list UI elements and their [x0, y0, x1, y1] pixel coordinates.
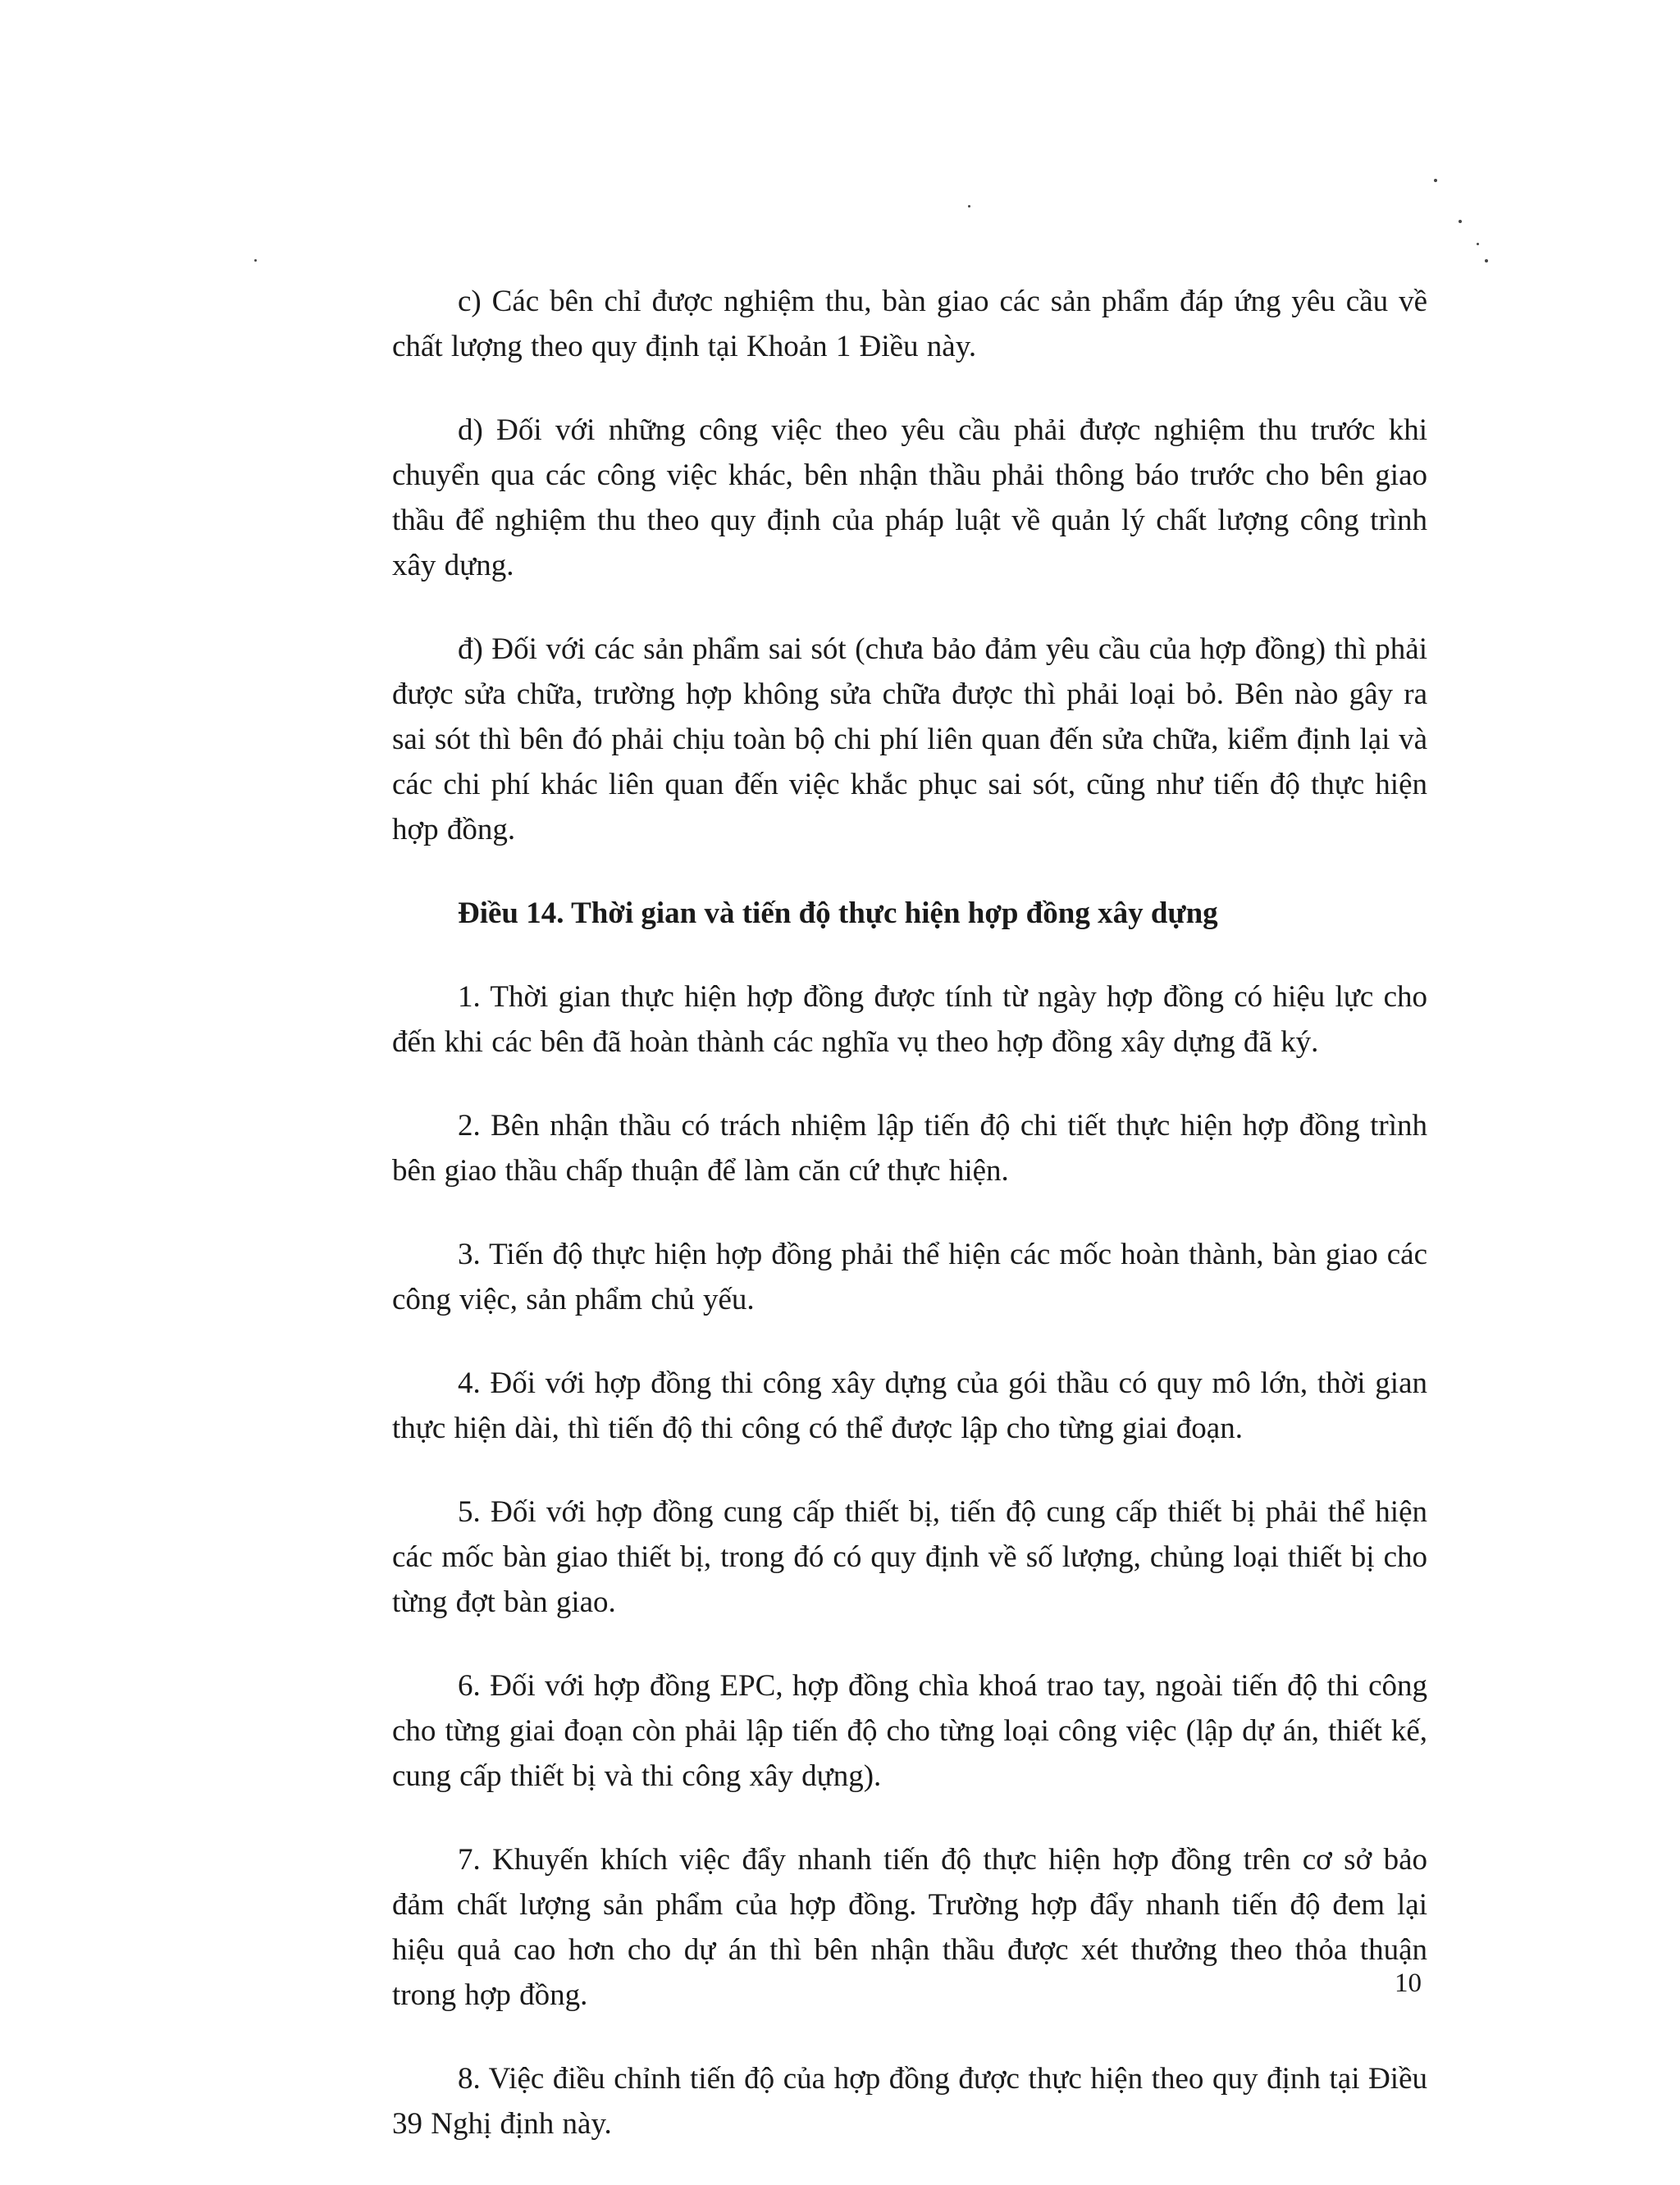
list-item: 1. Thời gian thực hiện hợp đồng được tính từ ngày hợp đồng có hiệu lực cho đến khi các bên đã hoàn thành các nghĩa vụ theo hợp đồng xây dựng đã ký. [392, 980, 1427, 1059]
list-item: 6. Đối với hợp đồng EPC, hợp đồng chìa khoá trao tay, ngoài tiến độ thi công cho từng giai đoạn còn phải lập tiến độ cho từng loại công việc (lập dự án, thiết kế, cung cấp thiết bị và thi công xây dựng). [392, 1669, 1427, 1793]
scan-speck [968, 205, 970, 208]
list-item: 5. Đối với hợp đồng cung cấp thiết bị, tiến độ cung cấp thiết bị phải thể hiện các mốc bàn giao thiết bị, trong đó có quy định về số lượng, chủng loại thiết bị cho từng đợt bàn giao. [392, 1495, 1427, 1619]
article-heading: Điều 14. Thời gian và tiến độ thực hiện hợp đồng xây dựng [458, 896, 1218, 930]
paragraph-c: c) Các bên chỉ được nghiệm thu, bàn giao các sản phẩm đáp ứng yêu cầu về chất lượng theo quy định tại Khoản 1 Điều này. [392, 285, 1427, 363]
list-item: 8. Việc điều chỉnh tiến độ của hợp đồng được thực hiện theo quy định tại Điều 39 Nghị định này. [392, 2062, 1427, 2141]
document-body [392, 279, 1427, 2185]
scan-speck [1434, 179, 1437, 182]
list-item: 7. Khuyến khích việc đẩy nhanh tiến độ thực hiện hợp đồng trên cơ sở bảo đảm chất lượng sản phẩm của hợp đồng. Trường hợp đẩy nhanh tiến độ đem lại hiệu quả cao hơn cho dự án thì bên nhận thầu được xét thưởng theo thỏa thuận trong hợp đồng. [392, 1843, 1427, 2012]
list-item: 4. Đối với hợp đồng thi công xây dựng của gói thầu có quy mô lớn, thời gian thực hiện dài, thì tiến độ thi công có thể được lập cho từng giai đoạn. [392, 1366, 1427, 1445]
scan-speck [254, 259, 257, 262]
list-item: 2. Bên nhận thầu có trách nhiệm lập tiến độ chi tiết thực hiện hợp đồng trình bên giao thầu chấp thuận để làm căn cứ thực hiện. [392, 1109, 1427, 1188]
paragraph-dd: đ) Đối với các sản phẩm sai sót (chưa bảo đảm yêu cầu của hợp đồng) thì phải được sửa chữa, trường hợp không sửa chữa được thì phải loại bỏ. Bên nào gây ra sai sót thì bên đó phải chịu toàn bộ chi phí liên quan đến sửa chữa, kiểm định lại và các chi phí khác liên quan đến việc khắc phục sai sót, cũng như tiến độ thực hiện hợp đồng. [392, 632, 1427, 846]
list-item: 3. Tiến độ thực hiện hợp đồng phải thể hiện các mốc hoàn thành, bàn giao các công việc, sản phẩm chủ yếu. [392, 1238, 1427, 1316]
page-number: 10 [1395, 1968, 1422, 1998]
scan-speck [1485, 259, 1488, 262]
scan-speck [1477, 243, 1479, 245]
scan-speck [1459, 220, 1462, 223]
paragraph-d: d) Đối với những công việc theo yêu cầu phải được nghiệm thu trước khi chuyển qua các công việc khác, bên nhận thầu phải thông báo trước cho bên giao thầu để nghiệm thu theo quy định của pháp luật về quản lý chất lượng công trình xây dựng. [392, 413, 1427, 582]
